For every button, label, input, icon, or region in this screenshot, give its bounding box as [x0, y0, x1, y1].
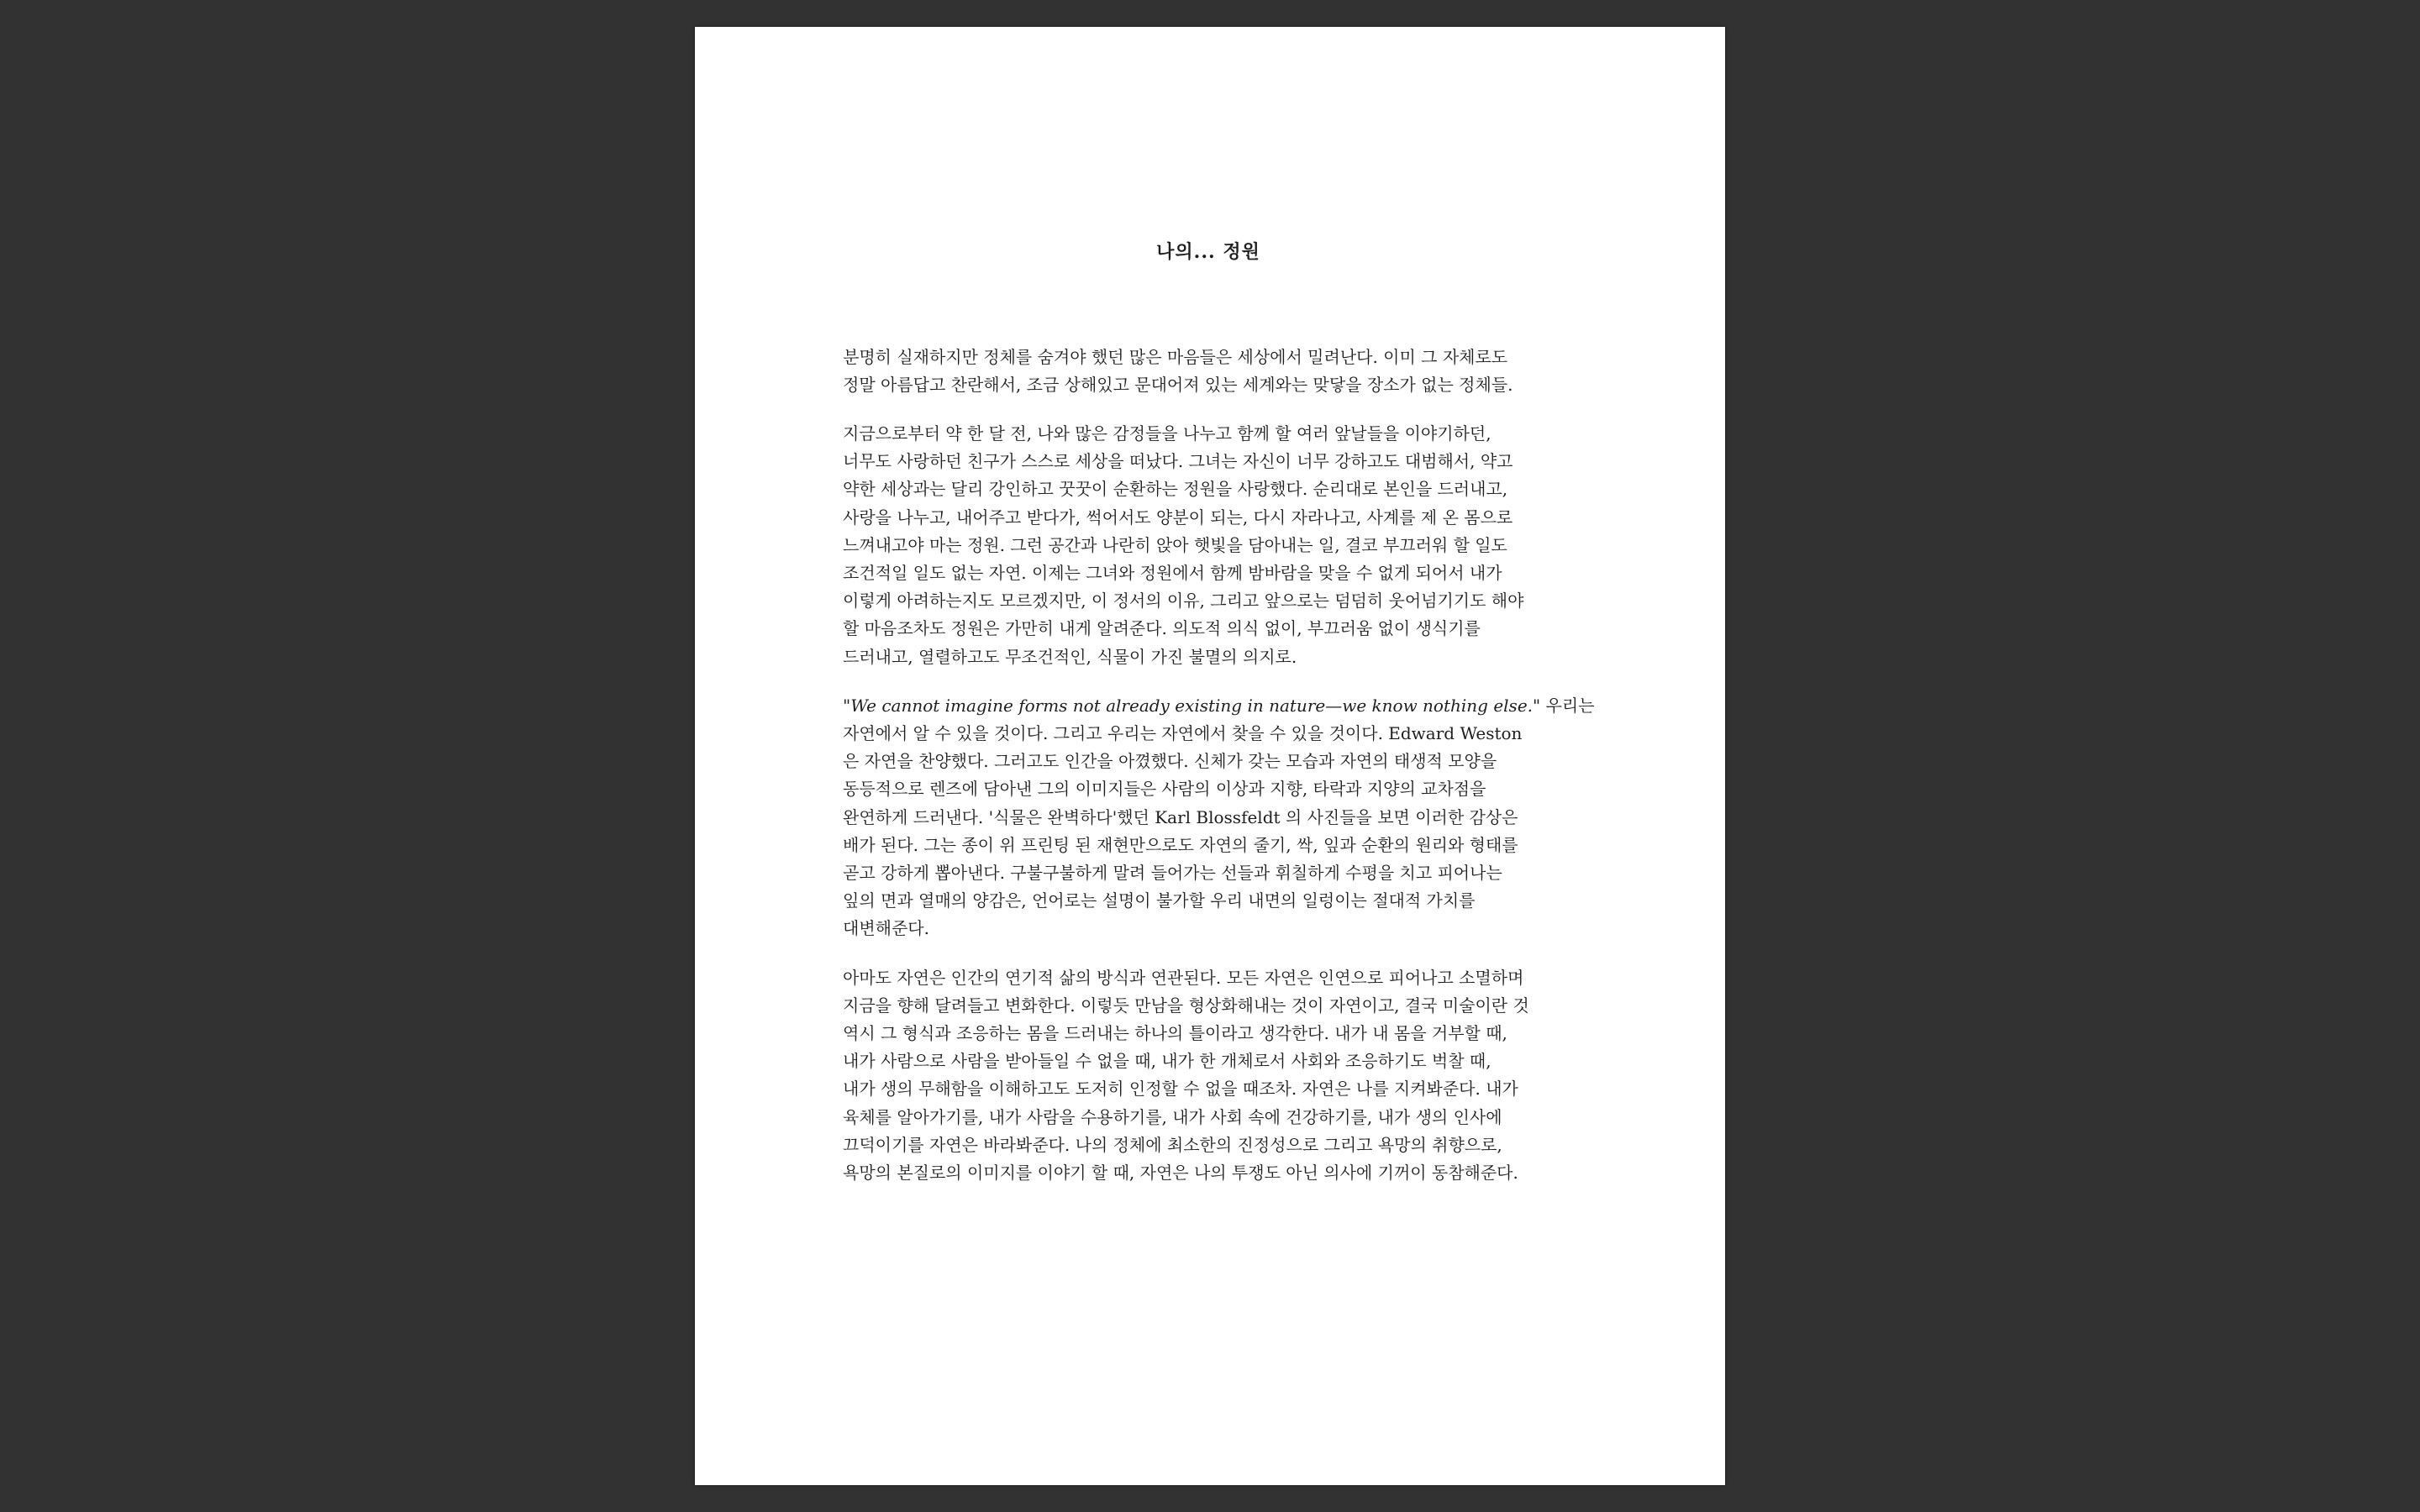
text-line: 잎의 면과 열매의 양감은, 언어로는 설명이 불가할 우리 내면의 일렁이는 절대적 가치를: [843, 890, 1476, 911]
paragraph-4: [843, 964, 1574, 1188]
document-page: [695, 27, 1725, 1485]
text-line: 너무도 사랑하던 친구가 스스로 세상을 떠났다. 그녀는 자신이 너무 강하고도 대범해서, 약고: [843, 451, 1513, 472]
text-line: 동등적으로 렌즈에 담아낸 그의 이미지들은 사람의 이상과 지향, 타락과 지양의 교차점을: [843, 779, 1486, 800]
text-line: 자연에서 알 수 있을 것이다. 그리고 우리는 자연에서 찾을 수 있을 것이다. Edward Weston: [843, 723, 1523, 744]
text-line: 정말 아름답고 찬란해서, 조금 상해있고 문대어져 있는 세계와는 맞닿을 장소가 없는 정체들.: [843, 374, 1513, 395]
text-line: 역시 그 형식과 조응하는 몸을 드러내는 하나의 틀이라고 생각한다. 내가 내 몸을 거부할 때,: [843, 1023, 1507, 1044]
document-title: 나의... 정원: [1156, 241, 1260, 263]
text-line: 욕망의 본질로의 이미지를 이야기 할 때, 자연은 나의 투쟁도 아닌 의사에 기꺼이 동참해준다.: [843, 1163, 1518, 1184]
text-line: 사랑을 나누고, 내어주고 받다가, 썩어서도 양분이 되는, 다시 자라나고, 사계를 제 온 몸으로: [843, 507, 1513, 528]
text-line: 완연하게 드러낸다. '식물은 완벽하다'했던 Karl Blossfeldt 의 사진들을 보면 이러한 감상은: [843, 806, 1518, 827]
paragraph-2: [843, 420, 1574, 671]
text-line: 지금을 향해 달려들고 변화한다. 이렇듯 만남을 형상화해내는 것이 자연이고, 결국 미술이란 것: [843, 995, 1529, 1016]
paragraph-3: [843, 692, 1595, 943]
text-line: 곧고 강하게 뽑아낸다. 구불구불하게 말려 들어가는 선들과 휘칠하게 수평을 치고 피어나는: [843, 863, 1502, 884]
text-line: 분명히 실재하지만 정체를 숨겨야 했던 많은 마음들은 세상에서 밀려난다. 이미 그 자체로도: [843, 346, 1508, 367]
text-line: 끄덕이기를 자연은 바라봐준다. 나의 정체에 최소한의 진정성으로 그리고 욕망의 취향으로,: [843, 1134, 1502, 1155]
page-content: [843, 240, 1595, 1208]
paragraph-1: [843, 344, 1574, 399]
text-line: 내가 사람으로 사람을 받아들일 수 없을 때, 내가 한 개체로서 사회와 조응하기도 벅찰 때,: [843, 1051, 1491, 1072]
text-line: [843, 692, 1595, 720]
text-line: 대변해준다.: [843, 918, 929, 939]
text-line: 아마도 자연은 인간의 연기적 삶의 방식과 연관된다. 모든 자연은 인연으로 피어나고 소멸하며: [843, 967, 1524, 988]
text-line: 드러내고, 열렬하고도 무조건적인, 식물이 가진 불멸의 의지로.: [843, 646, 1297, 667]
quote-text: "We cannot imagine forms not already existing in nature—we know nothing else.": [843, 695, 1541, 716]
quote-trailing-text: 우리는: [1540, 695, 1595, 716]
text-line: 육체를 알아가기를, 내가 사람을 수용하기를, 내가 사회 속에 건강하기를, 내가 생의 인사에: [843, 1106, 1502, 1127]
text-line: 지금으로부터 약 한 달 전, 나와 많은 감정들을 나누고 함께 할 여러 앞날들을 이야기하던,: [843, 423, 1491, 444]
text-line: 이렇게 아려하는지도 모르겠지만, 이 정서의 이유, 그리고 앞으로는 덤덤히 웃어넘기기도 해야: [843, 591, 1524, 612]
text-line: 은 자연을 찬양했다. 그러고도 인간을 아꼈했다. 신체가 갖는 모습과 자연의 태생적 모양을: [843, 751, 1497, 772]
text-line: 약한 세상과는 달리 강인하고 꿋꿋이 순환하는 정원을 사랑했다. 순리대로 본인을 드러내고,: [843, 479, 1508, 500]
text-line: 할 마음조차도 정원은 가만히 내게 알려준다. 의도적 의식 없이, 부끄러움 없이 생식기를: [843, 618, 1481, 639]
text-line: 배가 된다. 그는 종이 위 프린팅 된 재현만으로도 자연의 줄기, 싹, 잎과 순환의 원리와 형태를: [843, 834, 1518, 855]
text-line: 내가 생의 무해함을 이해하고도 도저히 인정할 수 없을 때조차. 자연은 나를 지켜봐준다. 내가: [843, 1079, 1518, 1100]
text-line: 조건적일 일도 없는 자연. 이제는 그녀와 정원에서 함께 밤바람을 맞을 수 없게 되어서 내가: [843, 563, 1502, 584]
text-line: 느껴내고야 마는 정원. 그런 공간과 나란히 앉아 햇빛을 담아내는 일, 결코 부끄러워 할 일도: [843, 534, 1507, 555]
